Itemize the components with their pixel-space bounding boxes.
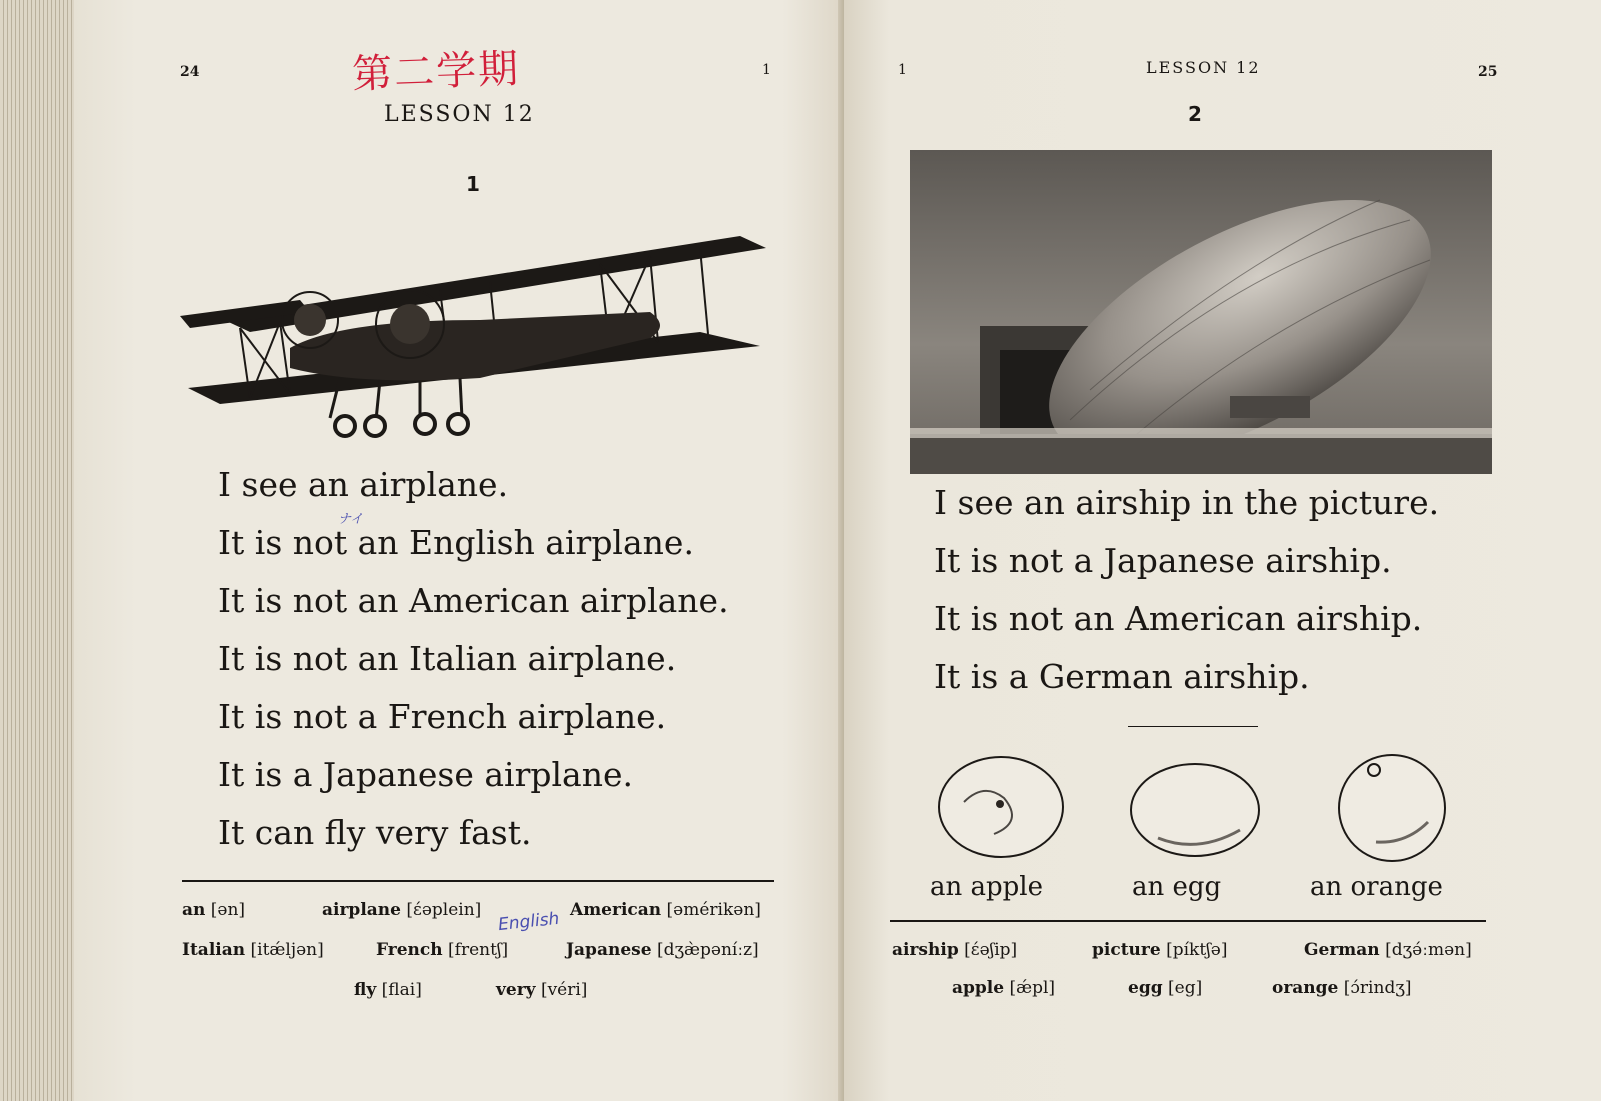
sentence-line: It is not a French airplane. <box>218 697 667 736</box>
handwritten-katakana: ナイ <box>338 512 364 527</box>
vocab-entry: French [frentʃ] <box>376 940 509 960</box>
vocab-entry: Italian [itǽljən] <box>182 940 324 960</box>
section-number-2: 2 <box>1188 102 1202 126</box>
orange-icon <box>1336 752 1448 864</box>
page-number-left: 24 <box>180 64 200 80</box>
sentences-right <box>934 474 1439 706</box>
corner-mark-right: 1 <box>898 62 907 78</box>
vocab-entry: picture [píktʃə] <box>1092 940 1228 960</box>
sentence-line: It is a German airship. <box>934 657 1310 696</box>
corner-mark-left: 1 <box>762 62 771 78</box>
lesson-title-left: LESSON 12 <box>384 102 535 127</box>
apple-icon <box>934 752 1068 862</box>
page-number-right: 25 <box>1478 64 1498 80</box>
handwritten-english: English <box>497 908 561 936</box>
sentences-left <box>218 456 729 862</box>
vocab-rule-left <box>182 880 774 882</box>
section-number-1: 1 <box>466 172 480 196</box>
vocab-entry: Japanese [dʒæ̀pəníːz] <box>566 940 759 960</box>
sentence-line: It is not an English airplane. <box>218 523 694 562</box>
vocab-entry: very [véri] <box>496 980 588 1000</box>
vocab-entry: orange [ɔ́rindʒ] <box>1272 978 1412 998</box>
caption-egg: an egg <box>1132 872 1222 902</box>
page-edges <box>0 0 74 1101</box>
egg-icon <box>1128 760 1262 860</box>
sentence-line: It is not an Italian airplane. <box>218 639 677 678</box>
sentence-line: I see an airplane. <box>218 465 509 504</box>
sentence-line: It is not an American airplane. <box>218 581 729 620</box>
sentence-line: It is not a Japanese airship. <box>934 541 1392 580</box>
sentence-line: It can fly very fast. <box>218 813 532 852</box>
vocab-entry: apple [ǽpl] <box>952 978 1056 998</box>
short-divider <box>1128 726 1258 727</box>
vocab-entry: German [dʒə́ːmən] <box>1304 940 1472 960</box>
vocab-entry: airship [ɛ́əʃip] <box>892 940 1018 960</box>
sentence-line: It is a Japanese airplane. <box>218 755 633 794</box>
sentence-line: It is not an American airship. <box>934 599 1423 638</box>
vocab-entry: airplane [ɛ́əplein] <box>322 900 482 920</box>
vocab-entry: an [ən] <box>182 900 246 920</box>
caption-apple: an apple <box>930 872 1044 902</box>
vocab-entry: American [əmérikən] <box>570 900 761 920</box>
lesson-title-right: LESSON 12 <box>1146 58 1261 77</box>
handwritten-note: 第二学期 <box>351 46 521 98</box>
airship-photo-icon <box>910 150 1492 474</box>
sentence-line: I see an airship in the picture. <box>934 483 1440 522</box>
biplane-icon <box>180 228 770 443</box>
vocab-rule-right <box>890 920 1486 922</box>
vocab-entry: fly [flai] <box>354 980 422 1000</box>
vocab-entry: egg [eg] <box>1128 978 1203 998</box>
caption-orange: an orange <box>1310 872 1443 902</box>
